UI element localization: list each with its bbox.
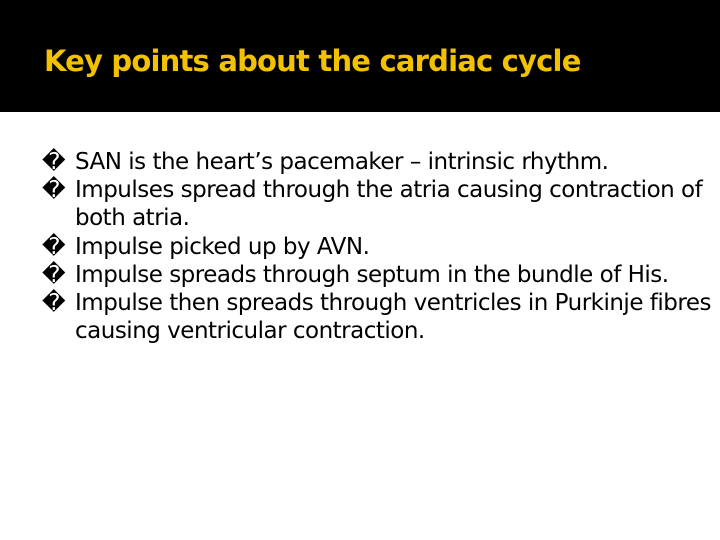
bullet-text: Impulse picked up by AVN. (75, 233, 370, 260)
bullet-list (42, 148, 712, 345)
slide-title: Key points about the cardiac cycle (44, 44, 581, 78)
bullet-marker-icon: � (42, 177, 66, 204)
bullet-item-ventricles (42, 289, 712, 345)
bullet-marker-icon: � (42, 233, 66, 260)
bullet-marker-icon: � (42, 149, 66, 175)
bullet-marker-icon: � (42, 290, 66, 317)
bullet-text: Impulse spreads through septum in the bundle of His. (75, 261, 669, 288)
bullet-text: Impulse then spreads through ventricles in Purkinje fibres causing ventricular contraction. (75, 290, 711, 345)
bullet-item-atria (42, 176, 712, 232)
bullet-item-septum (42, 261, 712, 289)
bullet-marker-icon: � (42, 261, 66, 288)
title-bar (0, 0, 720, 112)
bullet-item-san (42, 148, 712, 176)
bullet-item-avn (42, 233, 712, 261)
bullet-text: Impulses spread through the atria causing contraction of both atria. (75, 177, 703, 232)
bullet-text: SAN is the heart’s pacemaker – intrinsic rhythm. (75, 149, 609, 175)
